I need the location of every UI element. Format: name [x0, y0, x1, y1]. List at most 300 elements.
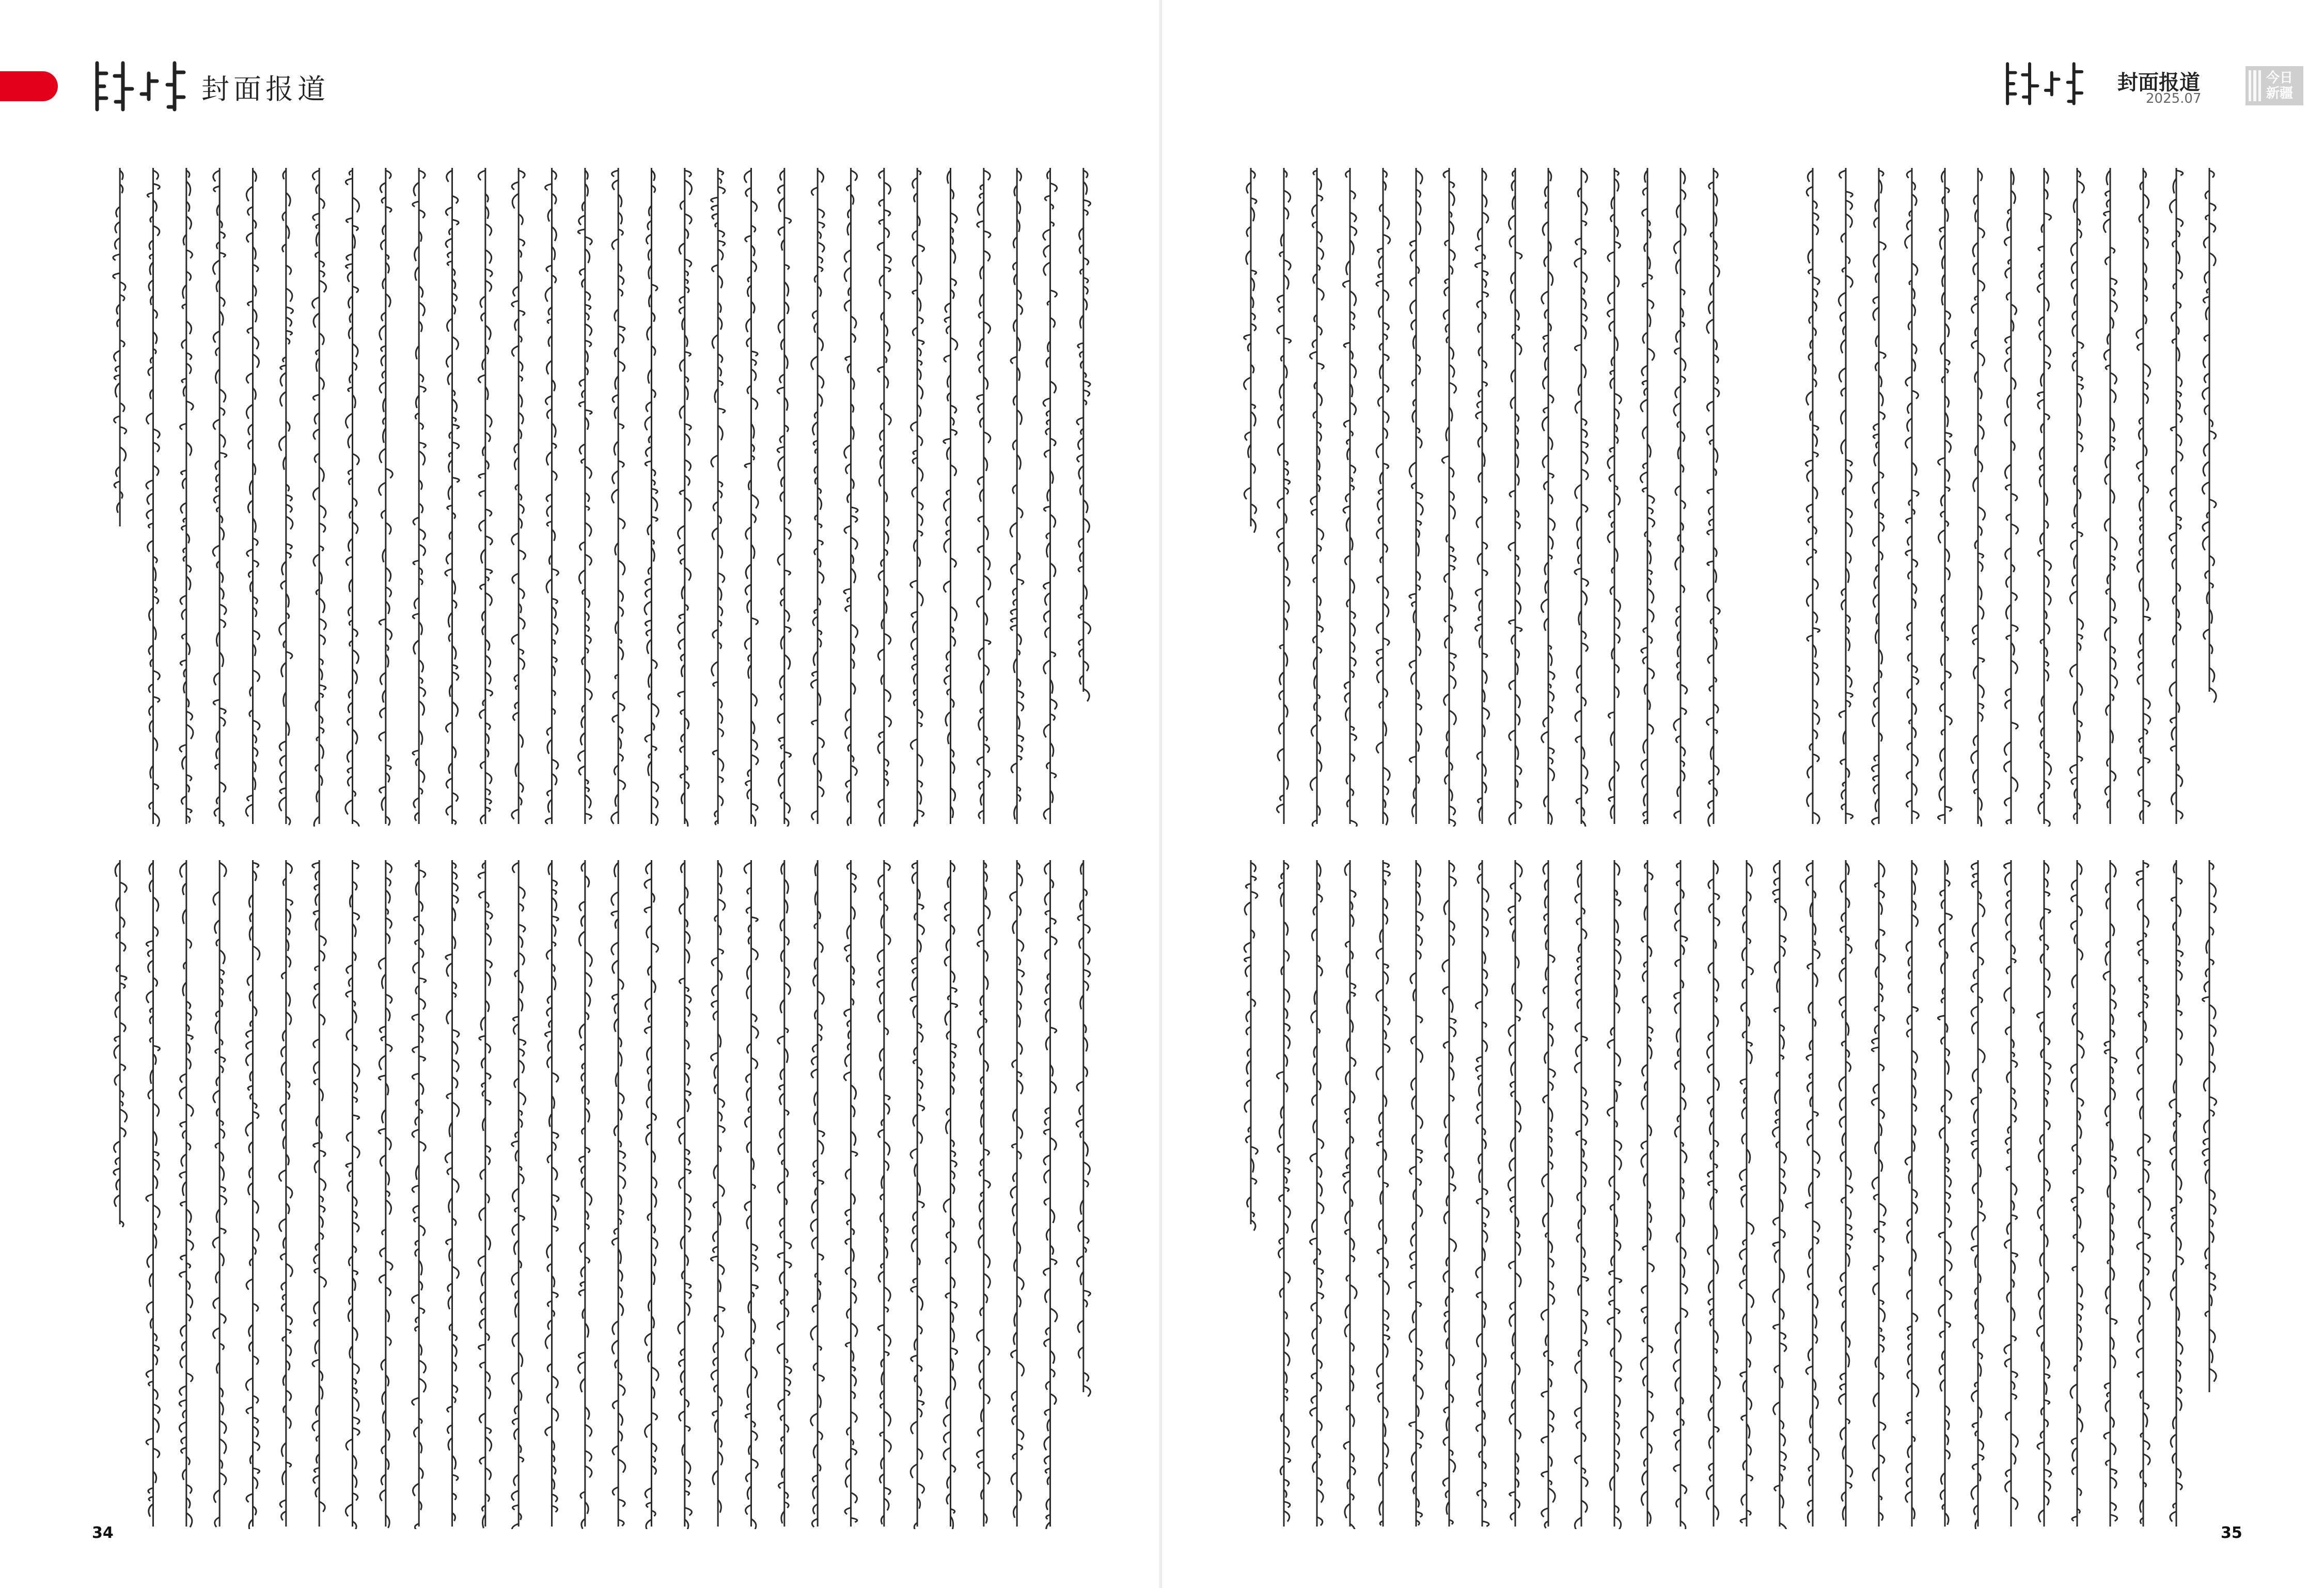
script-glyph [213, 1237, 219, 1248]
script-glyph [1576, 973, 1581, 985]
script-glyph [1411, 1234, 1416, 1246]
script-glyph [917, 924, 924, 935]
script-glyph [2105, 1041, 2110, 1047]
script-glyph [1350, 820, 1357, 827]
script-glyph [1482, 570, 1487, 576]
script-glyph [585, 992, 590, 1007]
mongolian-script-header-icon [87, 58, 195, 115]
script-glyph [1773, 890, 1780, 895]
script-glyph [917, 531, 922, 536]
script-glyph [1409, 1422, 1416, 1426]
script-glyph [1874, 254, 1879, 268]
script-glyph [878, 741, 884, 754]
script-glyph [851, 1374, 856, 1386]
script-glyph [712, 957, 718, 966]
script-glyph [280, 755, 286, 766]
script-glyph [2005, 358, 2011, 372]
script-glyph [2105, 627, 2110, 641]
script-glyph [246, 804, 253, 816]
script-glyph [751, 495, 759, 508]
script-glyph [1045, 593, 1050, 605]
script-glyph [1076, 1119, 1084, 1127]
script-glyph [2004, 1344, 2011, 1354]
script-glyph [2038, 399, 2044, 409]
script-glyph [153, 813, 160, 827]
script-glyph [2104, 211, 2110, 216]
script-glyph [818, 1130, 824, 1136]
script-glyph [1410, 300, 1416, 314]
script-glyph [618, 461, 624, 467]
script-glyph [478, 170, 485, 180]
script-glyph [1641, 1491, 1647, 1505]
script-glyph [1317, 1293, 1324, 1299]
script-glyph [718, 408, 725, 413]
script-glyph [984, 1254, 990, 1268]
script-glyph [845, 726, 851, 739]
script-glyph [1675, 920, 1681, 931]
script-glyph [1912, 1313, 1918, 1322]
script-glyph [1576, 1131, 1581, 1136]
script-glyph [851, 1412, 857, 1422]
script-glyph [652, 497, 657, 511]
script-glyph [1449, 1018, 1456, 1023]
script-glyph [114, 351, 120, 362]
script-glyph [746, 564, 751, 579]
script-glyph [353, 1270, 358, 1274]
script-glyph [1278, 498, 1284, 508]
script-glyph [1508, 1177, 1515, 1191]
script-glyph [286, 1012, 291, 1025]
script-glyph [585, 1192, 592, 1206]
script-glyph [718, 1185, 724, 1196]
script-glyph [818, 1375, 824, 1381]
script-glyph [845, 1209, 851, 1216]
script-glyph [1614, 634, 1620, 643]
script-glyph [1614, 599, 1620, 612]
script-glyph [1084, 1290, 1091, 1296]
script-glyph [1284, 338, 1291, 343]
script-glyph [978, 1461, 983, 1468]
script-glyph [1377, 657, 1383, 665]
script-glyph [346, 1504, 352, 1516]
script-glyph [1482, 888, 1488, 902]
script-glyph [148, 949, 153, 956]
script-glyph [1840, 1373, 1846, 1380]
script-glyph [1813, 672, 1818, 685]
script-glyph [181, 503, 186, 513]
script-glyph [585, 466, 591, 478]
script-glyph [917, 1484, 924, 1493]
script-glyph [1410, 241, 1416, 246]
script-glyph [1840, 1384, 1846, 1390]
script-glyph [286, 307, 293, 314]
section-title: 封面报道 [2117, 71, 2200, 95]
script-glyph [2176, 434, 2181, 446]
script-glyph [884, 1488, 890, 1495]
script-glyph [1284, 1511, 1290, 1521]
script-glyph [213, 546, 219, 556]
script-glyph [1905, 235, 1912, 248]
script-glyph [1945, 806, 1952, 811]
script-glyph [1780, 1465, 1785, 1470]
script-glyph [2044, 623, 2050, 634]
script-glyph [2011, 304, 2017, 315]
script-glyph [147, 413, 153, 424]
script-glyph [1416, 1115, 1422, 1129]
script-glyph [1284, 1157, 1290, 1164]
script-glyph [585, 305, 591, 309]
script-glyph [512, 1333, 519, 1347]
script-glyph [319, 1502, 325, 1512]
script-glyph [784, 1366, 792, 1374]
script-glyph [2103, 971, 2110, 980]
script-glyph [1647, 518, 1655, 527]
script-glyph [984, 905, 990, 919]
script-glyph [1576, 238, 1581, 245]
script-glyph [120, 882, 127, 893]
script-glyph [818, 242, 824, 252]
script-glyph [1675, 486, 1681, 495]
script-glyph [746, 781, 751, 786]
script-glyph [713, 1471, 718, 1485]
script-glyph [984, 744, 990, 752]
script-glyph [120, 976, 127, 980]
script-glyph [1773, 1325, 1780, 1329]
script-glyph [478, 1256, 485, 1267]
script-glyph [552, 1408, 558, 1422]
script-glyph [711, 1053, 718, 1061]
script-glyph [2077, 444, 2083, 452]
script-glyph [679, 978, 684, 984]
script-glyph [1647, 1345, 1653, 1353]
script-glyph [1879, 242, 1886, 250]
script-glyph [711, 455, 718, 467]
script-glyph [153, 697, 160, 703]
script-glyph [1376, 1066, 1383, 1080]
script-glyph [912, 872, 917, 884]
script-glyph [2103, 219, 2110, 233]
script-glyph [2037, 1442, 2044, 1450]
script-glyph [910, 996, 917, 1001]
magazine-logo-stripes-icon [2246, 66, 2264, 105]
script-glyph [751, 1285, 758, 1289]
script-glyph [784, 1378, 791, 1386]
script-glyph [512, 1272, 519, 1285]
script-glyph [1245, 902, 1251, 915]
script-glyph [1345, 693, 1350, 703]
script-glyph [2071, 895, 2077, 902]
script-glyph [1609, 474, 1614, 482]
script-glyph [512, 1373, 519, 1384]
script-glyph [2071, 921, 2077, 930]
script-glyph [1045, 1117, 1050, 1125]
script-glyph [1442, 959, 1449, 972]
script-glyph [120, 1128, 125, 1137]
script-glyph [2071, 279, 2077, 289]
script-glyph [1410, 250, 1416, 261]
script-glyph [419, 1360, 426, 1373]
script-glyph [1775, 1485, 1780, 1491]
script-glyph [1907, 771, 1912, 779]
script-glyph [879, 170, 884, 178]
script-glyph [115, 1036, 120, 1041]
script-glyph [2004, 1239, 2011, 1248]
script-glyph [1641, 1141, 1647, 1149]
script-glyph [480, 1362, 485, 1368]
script-glyph [1383, 964, 1388, 968]
script-glyph [917, 385, 923, 399]
script-glyph [984, 769, 990, 777]
script-glyph [1044, 1155, 1050, 1165]
script-glyph [1575, 893, 1581, 903]
script-glyph [1906, 550, 1912, 555]
script-glyph [1581, 590, 1587, 605]
script-glyph [386, 170, 391, 179]
script-glyph [1376, 443, 1383, 458]
script-glyph [713, 1411, 718, 1416]
script-glyph [286, 899, 293, 905]
script-glyph [2071, 242, 2077, 256]
script-glyph [718, 949, 723, 954]
script-glyph [613, 180, 618, 190]
script-glyph [851, 170, 857, 181]
script-glyph [1874, 424, 1879, 430]
script-glyph [353, 344, 358, 357]
script-glyph [678, 1321, 685, 1334]
script-glyph [1383, 322, 1389, 330]
script-glyph [286, 1315, 292, 1325]
script-glyph [180, 1202, 186, 1206]
script-glyph [1050, 515, 1056, 527]
script-glyph [1614, 1240, 1621, 1251]
script-glyph [646, 1132, 652, 1145]
script-glyph [153, 1103, 159, 1116]
script-glyph [1608, 712, 1614, 718]
script-glyph [784, 528, 791, 539]
script-glyph [1077, 1081, 1084, 1091]
script-glyph [777, 1321, 784, 1330]
script-glyph [1575, 1455, 1581, 1464]
script-glyph [2176, 170, 2183, 176]
right-page [1162, 0, 2324, 1588]
script-glyph [181, 470, 186, 474]
script-glyph [1879, 1455, 1885, 1463]
script-glyph [978, 516, 984, 522]
script-glyph [1945, 310, 1951, 319]
script-glyph [1581, 1379, 1587, 1393]
script-glyph [153, 184, 160, 190]
script-glyph [180, 1172, 186, 1178]
script-glyph [585, 291, 590, 300]
script-glyph [452, 1077, 458, 1088]
script-glyph [313, 313, 319, 328]
script-glyph [1581, 221, 1587, 226]
script-glyph [2077, 618, 2083, 629]
script-glyph [818, 571, 824, 583]
script-glyph [1509, 1261, 1515, 1269]
script-glyph [1972, 625, 1978, 634]
script-glyph [685, 352, 691, 356]
script-glyph [1938, 458, 1945, 465]
script-glyph [579, 215, 585, 225]
script-glyph [1575, 345, 1581, 351]
script-glyph [613, 715, 618, 722]
script-glyph [1647, 348, 1654, 361]
script-glyph [585, 972, 592, 987]
script-glyph [1739, 1249, 1747, 1260]
script-glyph [313, 487, 319, 500]
script-glyph [1813, 579, 1818, 589]
script-glyph [851, 316, 856, 328]
script-glyph [2044, 1374, 2050, 1378]
script-glyph [313, 554, 319, 566]
script-glyph [512, 1524, 519, 1529]
script-glyph [1647, 872, 1653, 880]
script-glyph [1581, 579, 1588, 587]
script-glyph [1317, 288, 1324, 301]
script-glyph [312, 297, 320, 308]
script-glyph [1010, 523, 1017, 537]
script-glyph [1541, 599, 1548, 613]
script-glyph [219, 604, 226, 615]
script-glyph [2209, 688, 2216, 703]
script-glyph [213, 699, 219, 705]
script-glyph [718, 170, 723, 175]
script-glyph [1747, 967, 1753, 975]
script-glyph [153, 1345, 159, 1351]
script-glyph [452, 883, 458, 891]
script-glyph [1581, 1100, 1588, 1109]
script-glyph [613, 395, 618, 402]
script-glyph [1609, 1176, 1614, 1187]
script-glyph [1581, 451, 1588, 464]
script-glyph [1410, 1166, 1416, 1174]
script-glyph [1581, 1310, 1588, 1316]
script-glyph [751, 1244, 758, 1251]
script-glyph [1416, 492, 1422, 499]
script-glyph [1317, 195, 1323, 200]
script-glyph [485, 799, 491, 804]
script-glyph [851, 1493, 857, 1503]
script-glyph [1477, 1333, 1482, 1347]
script-glyph [246, 1378, 253, 1391]
script-glyph [2203, 387, 2209, 400]
script-glyph [1383, 215, 1389, 229]
script-glyph [286, 544, 292, 549]
script-glyph [313, 993, 319, 1008]
script-glyph [447, 1093, 452, 1099]
script-glyph [718, 187, 725, 194]
script-glyph [247, 975, 253, 986]
script-glyph [1477, 1401, 1482, 1407]
script-glyph [1846, 552, 1851, 564]
script-glyph [1443, 1437, 1449, 1445]
script-glyph [1543, 335, 1548, 339]
script-glyph [2105, 518, 2110, 531]
script-glyph [618, 334, 624, 343]
script-glyph [1780, 1332, 1786, 1339]
script-glyph [1509, 813, 1515, 825]
script-glyph [678, 622, 685, 634]
script-glyph [419, 1378, 426, 1392]
script-glyph [1640, 472, 1647, 483]
script-glyph [1740, 1079, 1747, 1084]
script-glyph [2011, 1434, 2018, 1447]
script-glyph [312, 1360, 319, 1367]
script-glyph [253, 1303, 258, 1311]
script-glyph [844, 526, 851, 534]
script-glyph [1477, 1115, 1482, 1124]
script-glyph [2202, 482, 2209, 494]
script-glyph [1912, 677, 1919, 684]
script-glyph [519, 1049, 524, 1056]
script-glyph [1707, 530, 1714, 535]
script-glyph [413, 1047, 419, 1053]
script-glyph [279, 1170, 286, 1181]
script-glyph [1973, 874, 1978, 878]
script-glyph [2044, 1470, 2051, 1477]
script-glyph [1482, 926, 1488, 937]
script-glyph [1846, 814, 1853, 819]
script-glyph [1311, 1396, 1317, 1404]
script-glyph [1945, 1322, 1951, 1328]
script-glyph [2072, 1516, 2077, 1521]
script-glyph [579, 1024, 585, 1038]
script-glyph [181, 1447, 186, 1453]
script-glyph [746, 1473, 751, 1482]
script-glyph [1642, 1471, 1647, 1485]
script-glyph [1543, 1007, 1548, 1018]
script-glyph [1708, 879, 1714, 889]
script-glyph [1284, 1502, 1290, 1507]
script-glyph [745, 1413, 751, 1418]
script-glyph [845, 1474, 851, 1487]
script-glyph [1317, 1268, 1323, 1274]
script-glyph [2209, 253, 2216, 266]
script-glyph [1747, 1042, 1752, 1046]
script-glyph [247, 328, 253, 333]
script-glyph [884, 863, 890, 870]
script-glyph [552, 916, 559, 921]
script-glyph [2004, 863, 2011, 868]
script-glyph [1813, 1237, 1818, 1244]
script-glyph [478, 872, 485, 878]
script-glyph [1939, 924, 1945, 935]
script-glyph [2071, 1438, 2077, 1444]
script-glyph [485, 414, 492, 427]
script-glyph [512, 634, 519, 645]
script-glyph [445, 1152, 452, 1163]
script-glyph [280, 365, 286, 369]
script-glyph [978, 1427, 983, 1436]
script-glyph [1681, 1308, 1687, 1317]
script-glyph [585, 1451, 592, 1461]
script-glyph [286, 495, 292, 501]
script-glyph [485, 911, 492, 919]
script-glyph [1575, 401, 1581, 414]
script-glyph [512, 573, 519, 584]
script-glyph [1317, 1139, 1324, 1149]
script-glyph [2077, 341, 2083, 348]
script-glyph [1476, 412, 1482, 419]
script-glyph [612, 170, 619, 177]
script-glyph [1846, 522, 1852, 537]
script-glyph [379, 1274, 385, 1283]
script-glyph [1581, 1340, 1587, 1346]
script-glyph [1482, 271, 1488, 275]
script-glyph [1872, 1047, 1879, 1051]
script-glyph [1912, 1202, 1918, 1213]
